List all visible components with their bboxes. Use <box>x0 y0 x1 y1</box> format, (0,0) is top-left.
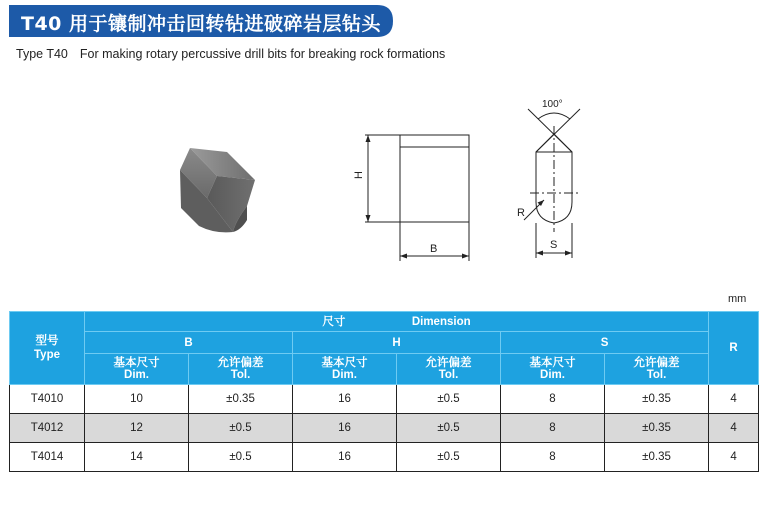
page-title: T40 用于镶制冲击回转钻进破碎岩层钻头 <box>21 13 382 35</box>
cell-s-tol: ±0.35 <box>605 443 709 472</box>
group-h-header: H <box>293 332 501 354</box>
cell-s: 8 <box>501 443 605 472</box>
label-h: H <box>353 171 365 179</box>
cell-s-tol: ±0.35 <box>605 414 709 443</box>
side-view-diagram <box>510 92 600 262</box>
col-r-header: R <box>709 312 759 385</box>
cell-h: 16 <box>293 414 397 443</box>
cell-b-tol: ±0.5 <box>189 414 293 443</box>
cell-b-tol: ±0.35 <box>189 385 293 414</box>
h-basic-header: 基本尺寸 Dim. <box>293 354 397 385</box>
col-type-header <box>10 312 85 385</box>
cell-r: 4 <box>709 443 759 472</box>
cell-h-tol: ±0.5 <box>397 385 501 414</box>
label-r: R <box>517 207 525 219</box>
cell-b: 14 <box>85 443 189 472</box>
front-view-diagram <box>352 128 477 263</box>
cell-type: T4014 <box>10 443 85 472</box>
cell-h-tol: ±0.5 <box>397 443 501 472</box>
dimension-en: Dimension <box>411 315 471 328</box>
subtitle-type: Type T40 <box>16 47 68 61</box>
b-tol-header: 允许偏差 Tol. <box>189 354 293 385</box>
cell-b: 12 <box>85 414 189 443</box>
group-s-header: S <box>501 332 709 354</box>
insert-3d-image <box>175 140 265 236</box>
label-angle: 100° <box>542 99 563 110</box>
cell-h-tol: ±0.5 <box>397 414 501 443</box>
subtitle <box>16 47 445 61</box>
cell-h: 16 <box>293 443 397 472</box>
cell-s: 8 <box>501 385 605 414</box>
group-b-header: B <box>85 332 293 354</box>
label-s: S <box>550 239 558 251</box>
h-tol-header: 允许偏差 Tol. <box>397 354 501 385</box>
cell-r: 4 <box>709 385 759 414</box>
dimension-cn: 尺寸 <box>322 315 346 328</box>
label-b: B <box>430 243 438 255</box>
table-row <box>10 443 759 472</box>
cell-s: 8 <box>501 414 605 443</box>
cell-h: 16 <box>293 385 397 414</box>
dimension-header <box>85 312 709 332</box>
cell-type: T4012 <box>10 414 85 443</box>
cell-s-tol: ±0.35 <box>605 385 709 414</box>
s-basic-header: 基本尺寸 Dim. <box>501 354 605 385</box>
col-type-cn: 型号 <box>35 335 59 347</box>
cell-type: T4010 <box>10 385 85 414</box>
s-tol-header: 允许偏差 Tol. <box>605 354 709 385</box>
table-row <box>10 414 759 443</box>
spec-table <box>9 311 759 472</box>
b-basic-header: 基本尺寸 Dim. <box>85 354 189 385</box>
table-row <box>10 385 759 414</box>
subtitle-description: For making rotary percussive drill bits for breaking rock formations <box>79 47 446 61</box>
cell-r: 4 <box>709 414 759 443</box>
cell-b-tol: ±0.5 <box>189 443 293 472</box>
title-banner <box>9 5 393 37</box>
unit-label: mm <box>728 293 747 305</box>
col-type-en: Type <box>34 349 60 361</box>
cell-b: 10 <box>85 385 189 414</box>
